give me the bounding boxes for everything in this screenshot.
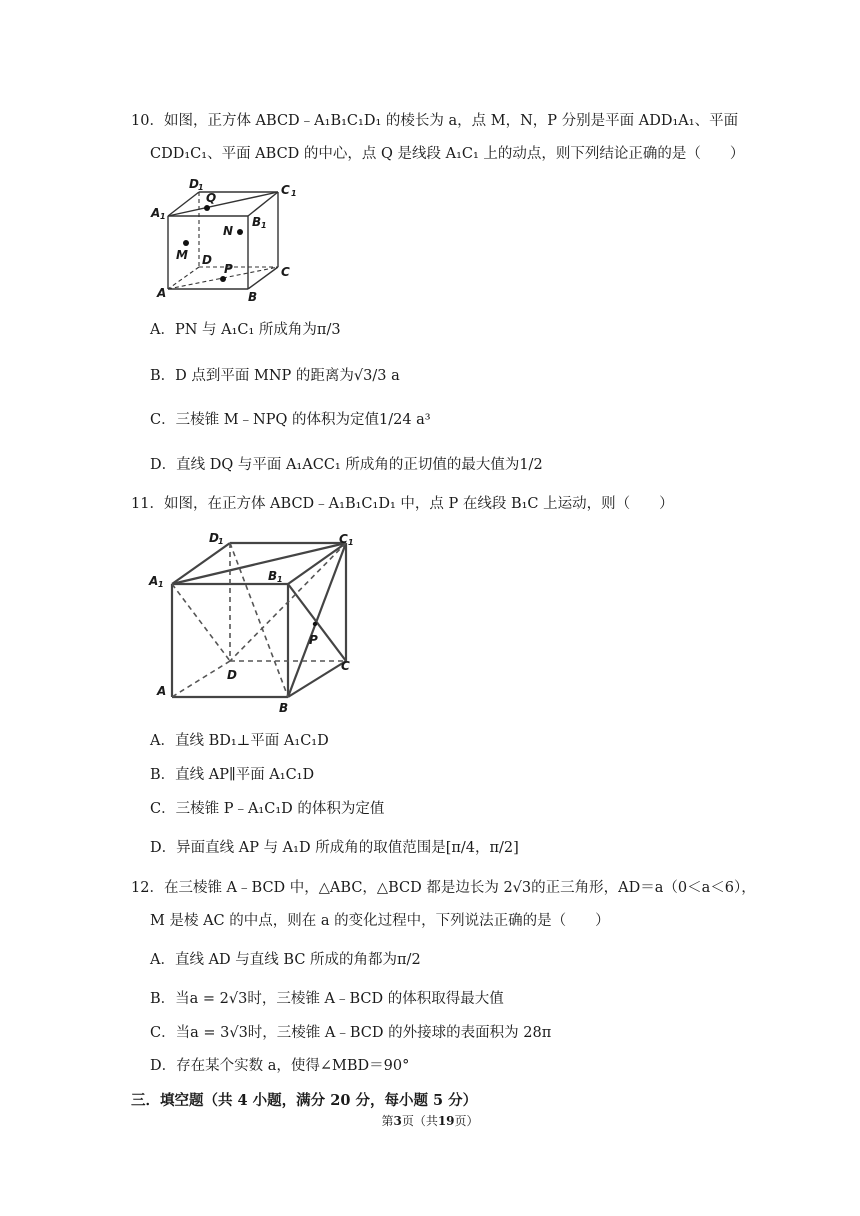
- q10-stem-line2: CDD₁C₁、平面 ABCD 的中心，点 Q 是线段 A₁C₁ 上的动点，则下列结论正确的是（ ）: [150, 146, 745, 162]
- q10-cube-figure: [145, 172, 320, 307]
- footer-mid: 页（共: [401, 1114, 438, 1128]
- q10-label-B: B: [248, 290, 258, 304]
- q10-label-C: C: [281, 265, 290, 279]
- q10-label-N: N: [223, 224, 234, 238]
- q10-option-a: A．PN 与 A₁C₁ 所成角为π/3: [150, 322, 341, 338]
- q10-label-P: P: [224, 262, 233, 276]
- q11-option-d: D．异面直线 AP 与 A₁D 所成角的取值范围是[π/4，π/2]: [150, 840, 519, 856]
- q10-label-C1-sub: 1: [291, 189, 297, 198]
- q11-label-B1: B: [268, 569, 278, 583]
- q12-stem-line2: M 是棱 AC 的中点，则在 a 的变化过程中，下列说法正确的是（ ）: [150, 913, 610, 929]
- q11-label-B: B: [279, 701, 289, 715]
- q10-label-A: A: [157, 286, 167, 300]
- q11-label-A1-sub: 1: [158, 580, 164, 589]
- q12-option-d: D．存在某个实数 a，使得∠MBD＝90°: [150, 1058, 410, 1074]
- q11-option-b: B．直线 AP∥平面 A₁C₁D: [150, 767, 315, 783]
- q11-option-a: A．直线 BD₁⊥平面 A₁C₁D: [150, 733, 329, 749]
- q11-label-C1: C: [339, 532, 348, 546]
- q10-option-b: B．D 点到平面 MNP 的距离为√3/3 a: [150, 368, 400, 384]
- footer-prefix: 第: [381, 1114, 394, 1128]
- q10-label-D1-sub: 1: [198, 183, 204, 192]
- q11-label-A1: A: [149, 574, 159, 588]
- q11-label-D1: D: [209, 531, 219, 545]
- q12-option-c: C．当a = 3√3时，三棱锥 A﹣BCD 的外接球的表面积为 28π: [150, 1025, 552, 1041]
- footer-page-number: 3: [393, 1114, 402, 1128]
- q10-option-d: D．直线 DQ 与平面 A₁ACC₁ 所成角的正切值的最大值为1/2: [150, 457, 543, 473]
- q11-stem-line1: 11．如图，在正方体 ABCD﹣A₁B₁C₁D₁ 中，点 P 在线段 B₁C 上运动，则（ ）: [131, 496, 674, 512]
- q11-label-C: C: [341, 659, 350, 673]
- q11-label-D: D: [227, 668, 237, 682]
- q12-option-b: B．当a = 2√3时，三棱锥 A﹣BCD 的体积取得最大值: [150, 991, 504, 1007]
- q10-label-D1: D: [189, 177, 199, 191]
- q10-label-B1-sub: 1: [261, 221, 267, 230]
- q11-label-A: A: [157, 684, 167, 698]
- q11-label-P: P: [309, 633, 318, 647]
- page-footer: [0, 1112, 860, 1129]
- q11-label-D1-sub: 1: [218, 537, 224, 546]
- q12-stem-line1: 12．在三棱锥 A﹣BCD 中，△ABC，△BCD 都是边长为 2√3的正三角形，AD＝a（0＜a＜6），: [131, 880, 756, 896]
- q10-label-M: M: [176, 248, 188, 262]
- q11-label-C1-sub: 1: [348, 538, 354, 547]
- footer-suffix: 页）: [454, 1114, 479, 1128]
- q11-label-B1-sub: 1: [277, 575, 283, 584]
- q10-label-A1-sub: 1: [160, 212, 166, 221]
- q11-cube-figure: [145, 526, 370, 716]
- q10-option-c: C．三棱锥 M﹣NPQ 的体积为定值1/24 a³: [150, 412, 431, 428]
- footer-total-pages: 19: [437, 1114, 455, 1128]
- q11-option-c: C．三棱锥 P﹣A₁C₁D 的体积为定值: [150, 801, 385, 817]
- q10-stem-line1: 10．如图，正方体 ABCD﹣A₁B₁C₁D₁ 的棱长为 a，点 M，N，P 分别是平面 ADD₁A₁、平面: [131, 113, 739, 129]
- q10-label-C1: C: [281, 183, 290, 197]
- q12-option-a: A．直线 AD 与直线 BC 所成的角都为π/2: [150, 952, 421, 968]
- q10-label-Q: Q: [206, 191, 217, 205]
- section-heading-fill-in: 三．填空题（共 4 小题，满分 20 分，每小题 5 分）: [131, 1092, 478, 1109]
- q10-label-D: D: [202, 253, 212, 267]
- q10-label-A1: A: [151, 206, 161, 220]
- q10-label-B1: B: [252, 215, 262, 229]
